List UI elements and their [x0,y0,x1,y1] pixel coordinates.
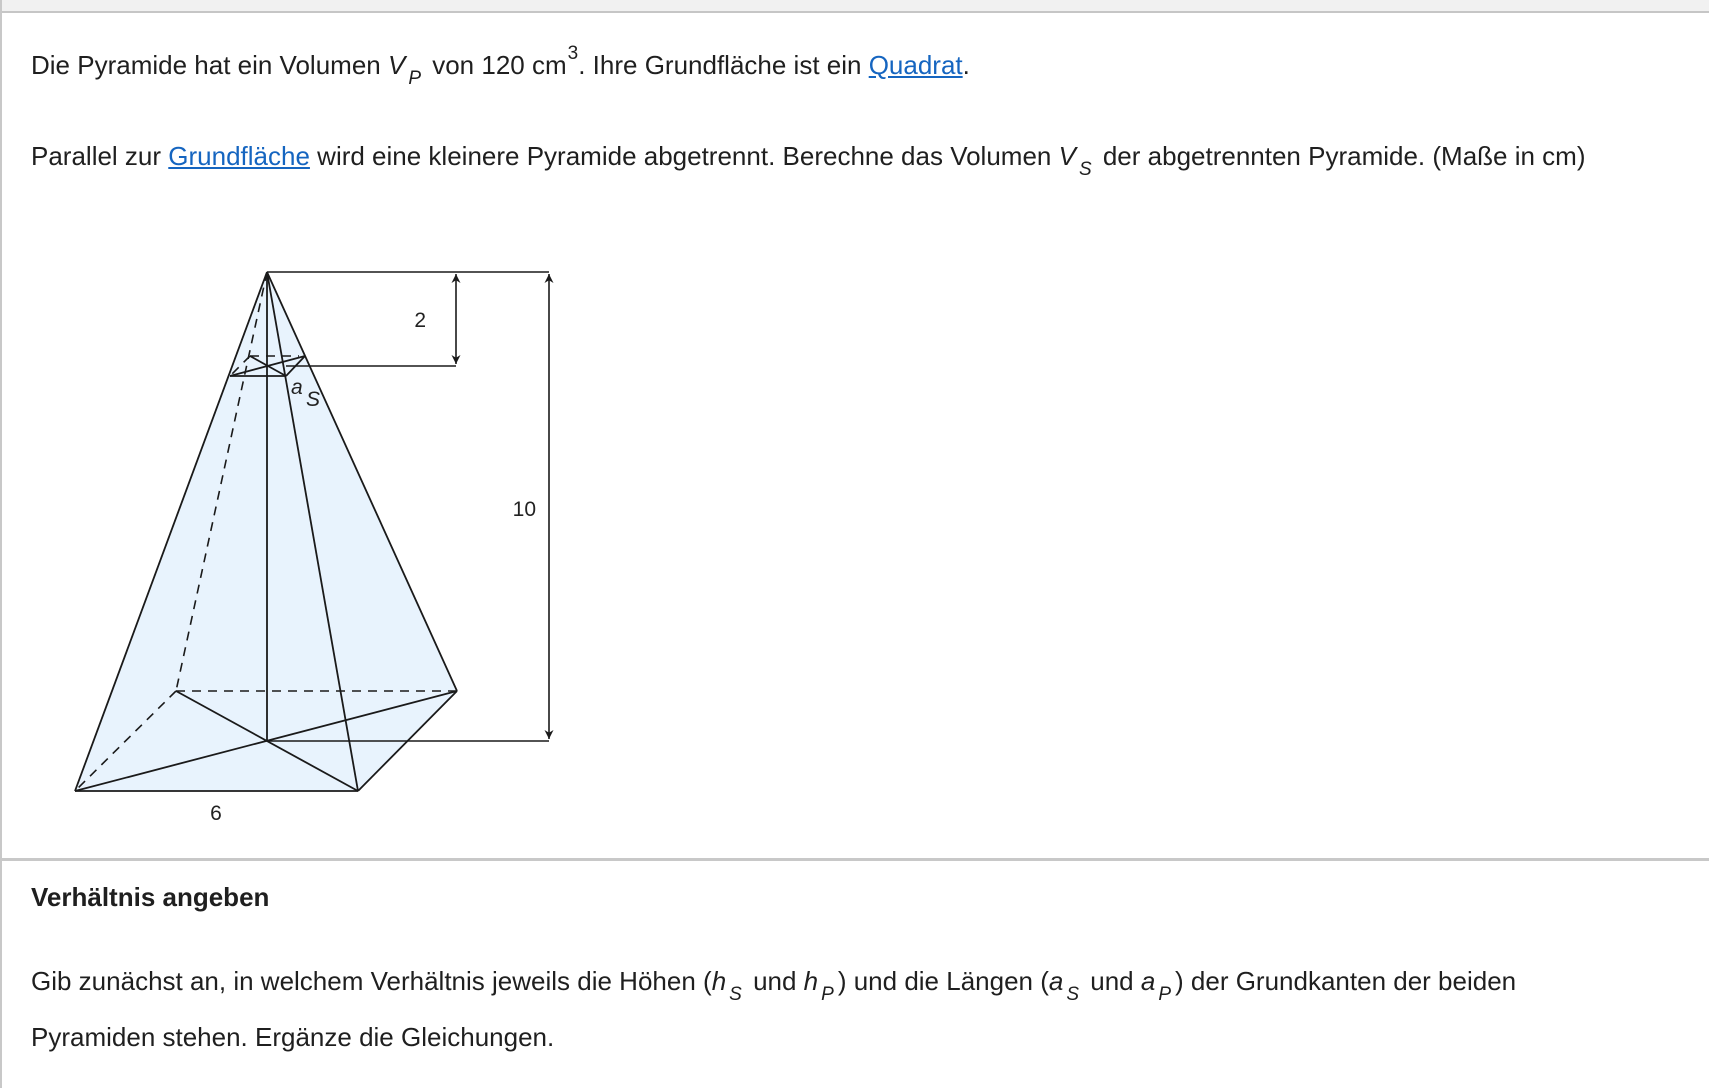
height-sub-p: P [821,984,834,1005]
instr-text-1: Gib zunächst an, in welchem Verhältnis jeweils die Höhen ( [31,966,712,996]
intro-text-2: von 120 cm [425,50,567,80]
label-small-edge-subscript: S [306,388,321,411]
top-bar [2,0,1709,13]
unit-superscript: 3 [567,43,579,64]
task-text-1: Parallel zur [31,141,169,171]
instr-und-1: und [745,966,804,996]
intro-text-3: . Ihre Grundfläche ist ein [578,50,869,80]
instr-text-2: ) und die Längen ( [837,966,1049,996]
intro-text-1: Die Pyramide hat ein Volumen [31,50,388,80]
task-text-3: der abgetrennten Pyramide. (Maße in cm) [1095,141,1586,171]
edge-sub-p: P [1158,984,1172,1005]
small-volume-variable: V [1058,141,1076,171]
label-small-height: 2 [414,309,426,332]
problem-task [31,141,1586,180]
label-small-edge: a [291,376,303,399]
instr-text-3: ) der Grundkanten der beiden [1175,966,1517,996]
quadrat-link[interactable]: Quadrat [868,50,963,80]
pyramid-figure [2,220,602,840]
section-title: Verhältnis angeben [31,882,270,912]
height-sub-s: S [729,984,742,1005]
problem-intro [31,43,970,89]
volume-subscript: P [408,68,421,89]
dimension-small-height [267,272,549,366]
task-text-2: wird eine kleinere Pyramide abgetrennt. Berechne das Volumen [309,141,1059,171]
label-base-edge: 6 [210,802,222,825]
section-divider [2,858,1709,861]
height-var-small: h [711,966,727,996]
instructions-line-2: Pyramiden stehen. Ergänze die Gleichungen. [31,1022,555,1052]
section-instructions [31,955,1651,1063]
edge-var-large: a [1140,966,1156,996]
edge-sub-s: S [1066,984,1080,1005]
instr-und-2: und [1083,966,1141,996]
volume-variable: V [387,50,406,80]
instructions-line-1 [31,955,1651,1011]
intro-period: . [962,50,970,80]
grundflaeche-link[interactable]: Grundfläche [168,141,310,171]
edge-var-small: a [1048,966,1064,996]
label-total-height: 10 [512,498,536,521]
small-volume-subscript: S [1078,159,1092,180]
height-var-large: h [803,966,819,996]
